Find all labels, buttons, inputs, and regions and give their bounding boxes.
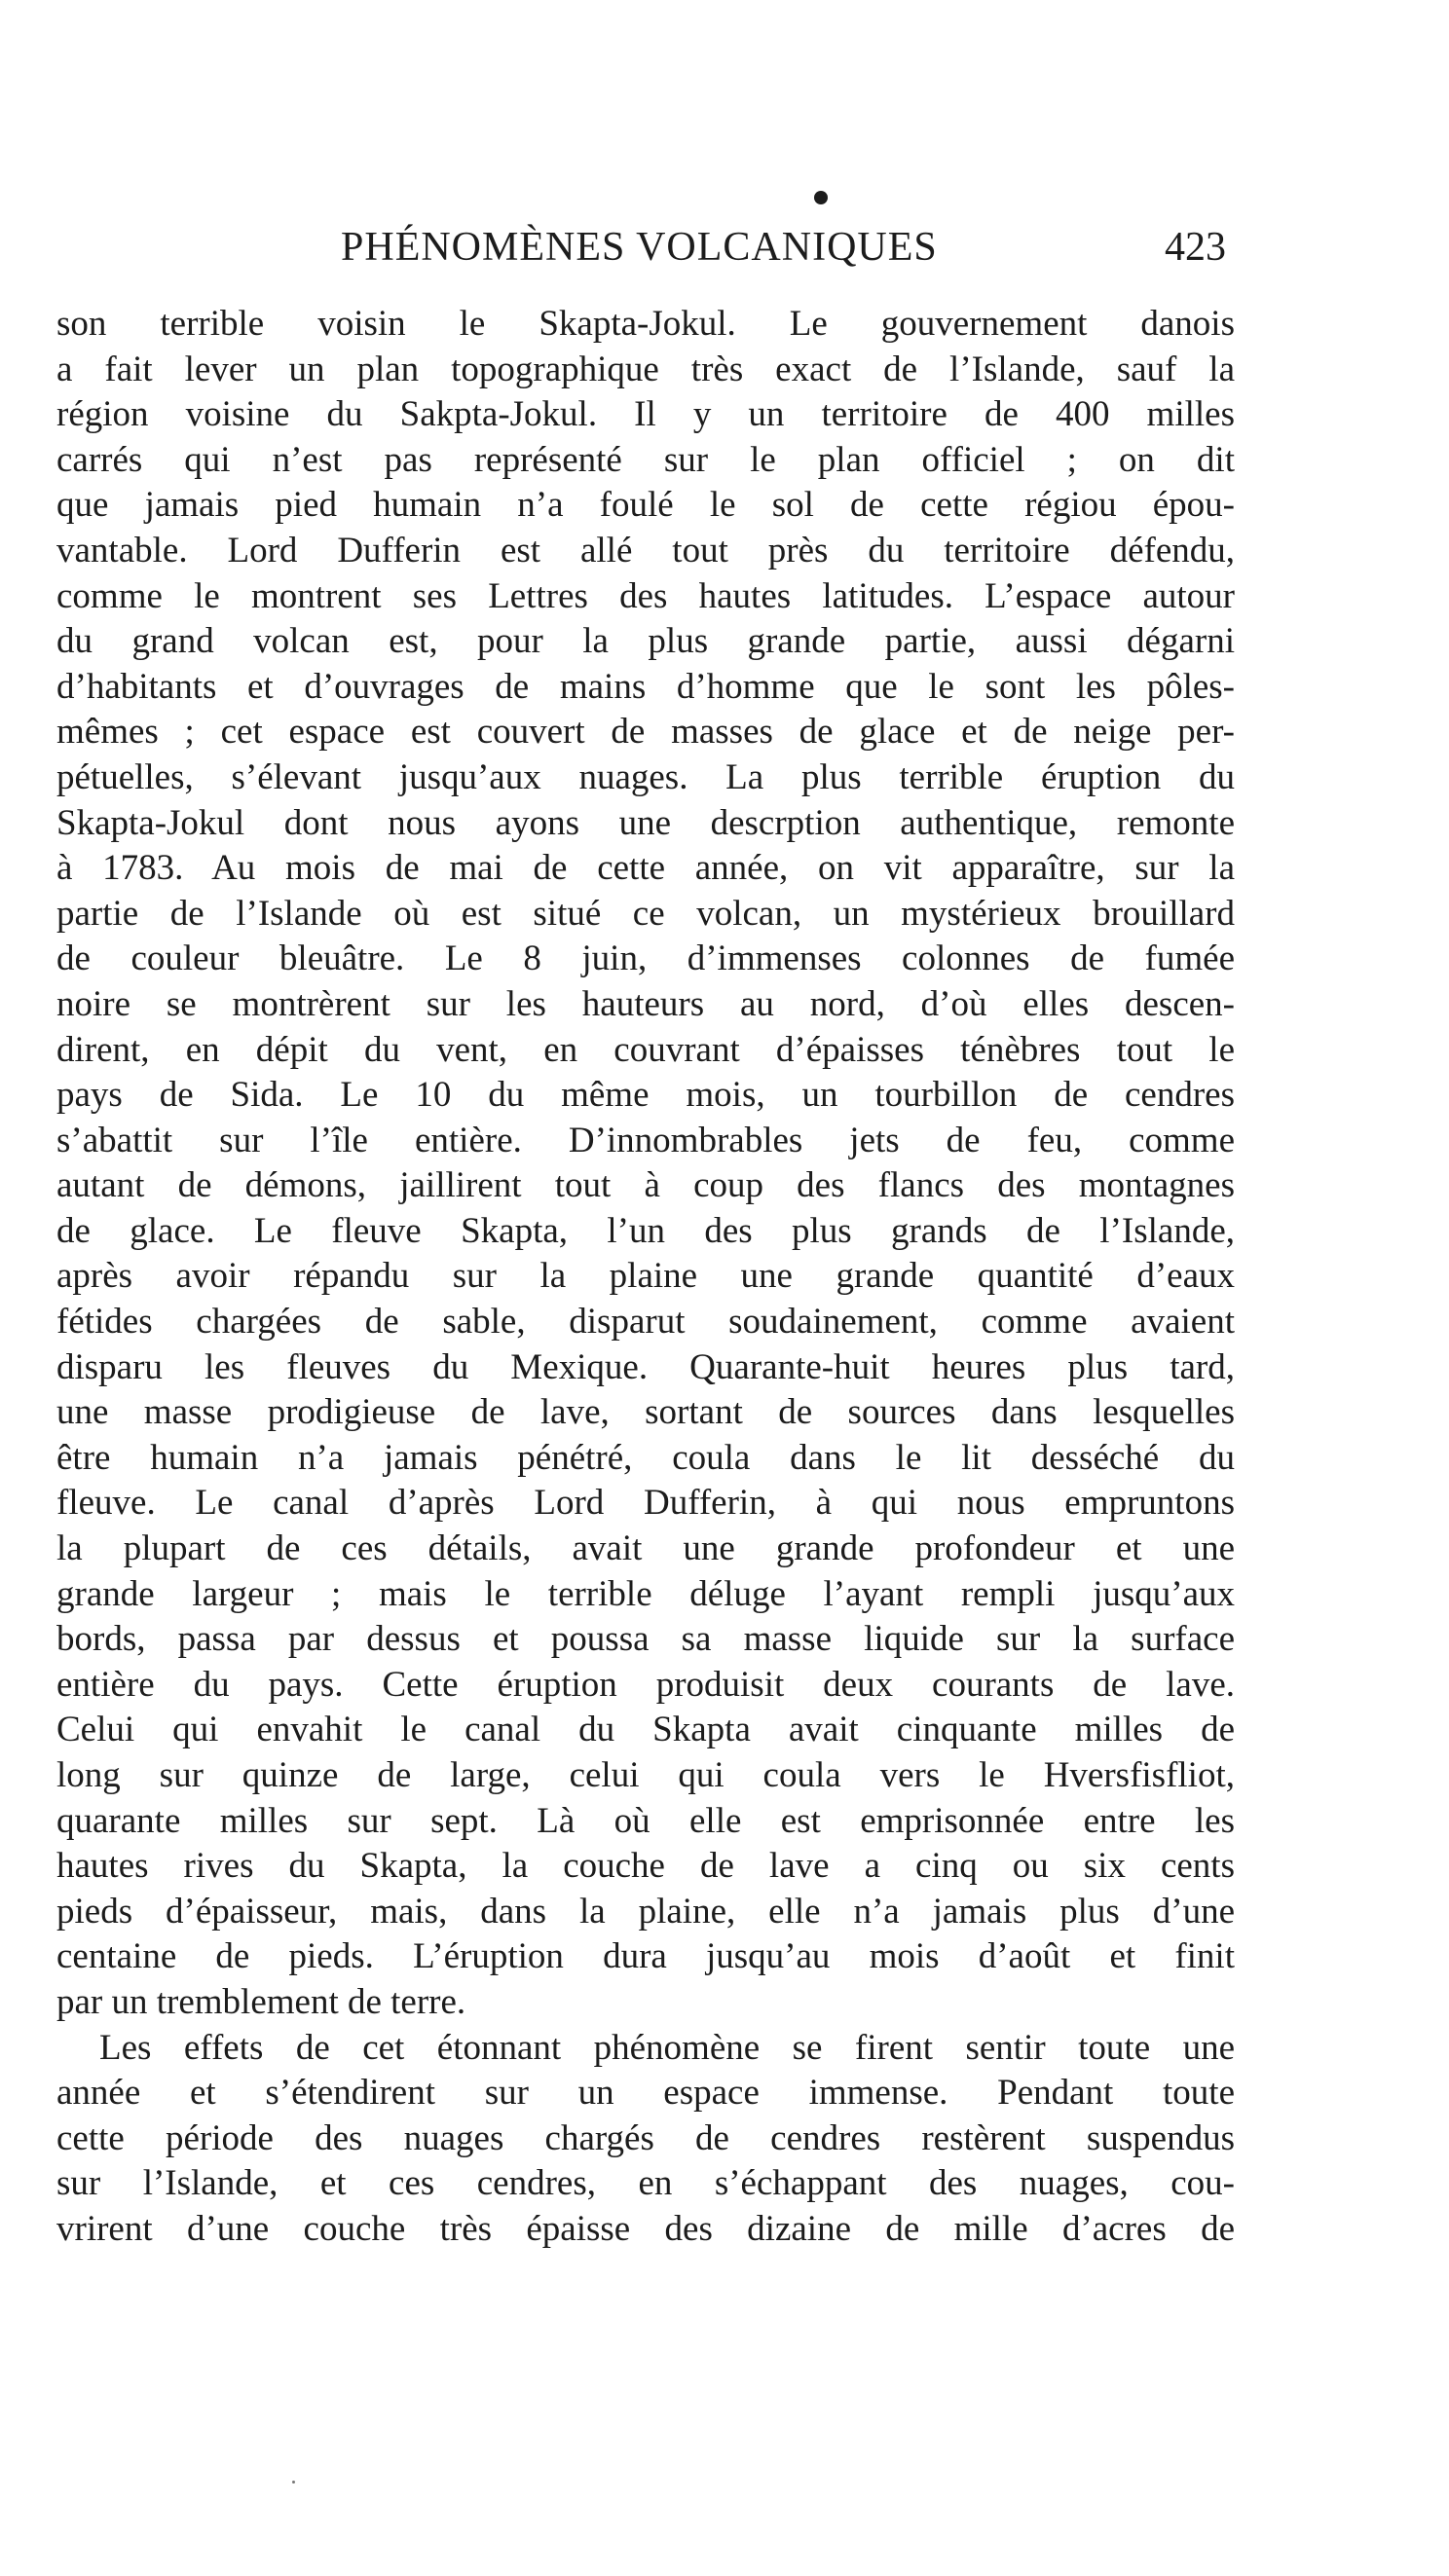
text-line: grande largeur ; mais le terrible déluge l’ayant rempli jusqu’aux [56, 1573, 1235, 1614]
text-line: une masse prodigieuse de lave, sortant de sources dans lesquelles [56, 1392, 1235, 1433]
text-line: autant de démons, jaillirent tout à coup des flancs des montagnes [56, 1165, 1235, 1206]
text-line: la plupart de ces détails, avait une grande profondeur et une [56, 1528, 1235, 1569]
text-line: à 1783. Au mois de mai de cette année, on vit apparaître, sur la [56, 848, 1235, 889]
text-line: pieds d’épaisseur, mais, dans la plaine, elle n’a jamais plus d’une [56, 1891, 1235, 1932]
page-header [0, 218, 1449, 276]
text-line: vrirent d’une couche très épaisse des dizaine de mille d’acres de [56, 2208, 1235, 2249]
running-title: PHÉNOMÈNES VOLCANIQUES [341, 225, 938, 270]
text-line: Skapta-Jokul dont nous ayons une descrption authentique, remonte [56, 802, 1235, 843]
text-line: de couleur bleuâtre. Le 8 juin, d’immenses colonnes de fumée [56, 938, 1235, 979]
text-line: Celui qui envahit le canal du Skapta avait cinquante milles de [56, 1710, 1235, 1750]
text-line: cette période des nuages chargés de cendres restèrent suspendus [56, 2117, 1235, 2158]
text-line: vantable. Lord Dufferin est allé tout près du territoire défendu, [56, 530, 1235, 570]
page-number: 423 [1165, 225, 1226, 270]
text-line: noire se montrèrent sur les hauteurs au nord, d’où elles descen- [56, 983, 1235, 1024]
text-line: après avoir répandu sur la plaine une grande quantité d’eaux [56, 1256, 1235, 1297]
text-line: fétides chargées de sable, disparut soudainement, comme avaient [56, 1302, 1235, 1343]
text-line: disparu les fleuves du Mexique. Quarante-huit heures plus tard, [56, 1346, 1235, 1387]
text-line: mêmes ; cet espace est couvert de masses de glace et de neige per- [56, 712, 1235, 753]
text-line: a fait lever un plan topographique très exact de l’Islande, sauf la [56, 349, 1235, 389]
text-line: partie de l’Islande où est situé ce volcan, un mystérieux brouillard [56, 893, 1235, 934]
text-line: entière du pays. Cette éruption produisit deux courants de lave. [56, 1664, 1235, 1705]
text-line: comme le montrent ses Lettres des hautes latitudes. L’espace autour [56, 575, 1235, 616]
text-line: centaine de pieds. L’éruption dura jusqu’au mois d’août et finit [56, 1936, 1235, 1977]
text-line: son terrible voisin le Skapta-Jokul. Le gouvernement danois [56, 304, 1235, 344]
text-line: pays de Sida. Le 10 du même mois, un tourbillon de cendres [56, 1075, 1235, 1116]
text-line: sur l’Islande, et ces cendres, en s’échappant des nuages, cou- [56, 2163, 1235, 2204]
text-line: hautes rives du Skapta, la couche de lave a cinq ou six cents [56, 1846, 1235, 1887]
text-line: fleuve. Le canal d’après Lord Dufferin, à qui nous empruntons [56, 1483, 1235, 1524]
text-line: d’habitants et d’ouvrages de mains d’homme que le sont les pôles- [56, 666, 1235, 707]
text-line: être humain n’a jamais pénétré, coula dans le lit desséché du [56, 1437, 1235, 1478]
text-line: s’abattit sur l’île entière. D’innombrables jets de feu, comme [56, 1120, 1235, 1160]
body-text [56, 302, 1235, 2253]
text-line: Les effets de cet étonnant phénomène se firent sentir toute une [99, 2027, 1235, 2068]
text-line: par un tremblement de terre. [56, 1981, 466, 2022]
text-line: long sur quinze de large, celui qui coula vers le Hversfisfliot, [56, 1755, 1235, 1795]
text-line: bords, passa par dessus et poussa sa masse liquide sur la surface [56, 1619, 1235, 1660]
printed-dot-mark [814, 191, 828, 204]
text-line: que jamais pied humain n’a foulé le sol de cette régiou épou- [56, 485, 1235, 526]
text-line: année et s’étendirent sur un espace immense. Pendant toute [56, 2073, 1235, 2114]
text-line: du grand volcan est, pour la plus grande partie, aussi dégarni [56, 621, 1235, 662]
text-line: de glace. Le fleuve Skapta, l’un des plus grands de l’Islande, [56, 1210, 1235, 1251]
text-line: région voisine du Sakpta-Jokul. Il y un territoire de 400 milles [56, 394, 1235, 435]
text-line: quarante milles sur sept. Là où elle est emprisonnée entre les [56, 1800, 1235, 1841]
paper-speck [292, 2481, 295, 2484]
text-line: pétuelles, s’élevant jusqu’aux nuages. La plus terrible éruption du [56, 756, 1235, 797]
text-line: dirent, en dépit du vent, en couvrant d’épaisses ténèbres tout le [56, 1029, 1235, 1070]
text-line: carrés qui n’est pas représenté sur le plan officiel ; on dit [56, 439, 1235, 480]
